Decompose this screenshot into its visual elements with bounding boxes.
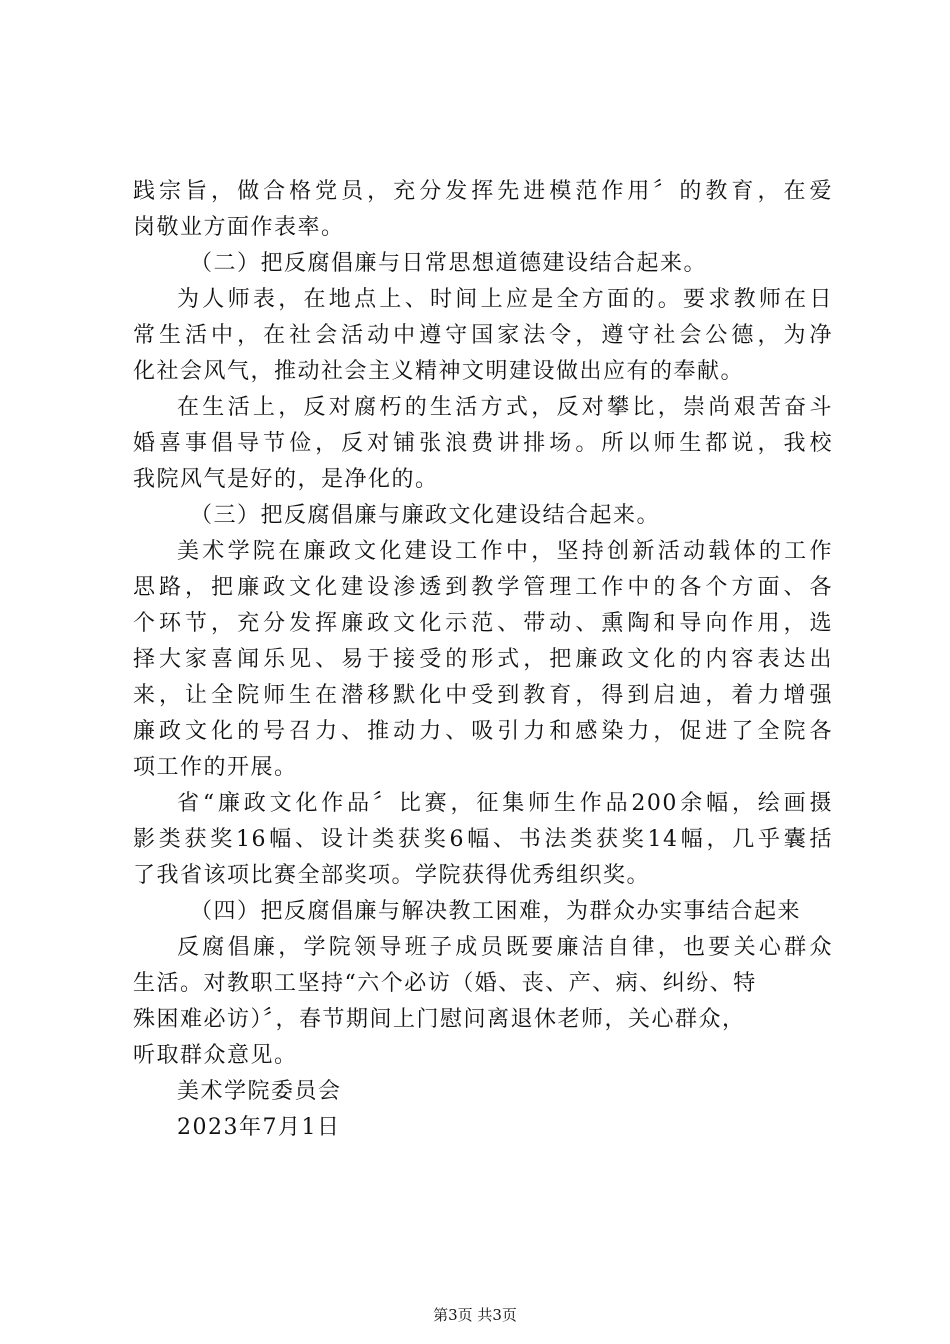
paragraph-line: 影类获奖16幅、设计类获奖6幅、书法类获奖14幅，几乎囊括 xyxy=(133,827,833,852)
paragraph-line: 在生活上，反对腐朽的生活方式，反对攀比，崇尚艰苦奋斗 xyxy=(177,395,833,420)
page-footer: 第3页 共3页 xyxy=(433,1306,517,1324)
paragraph-line: 个环节，充分发挥廉政文化示范、带动、熏陶和导向作用，选 xyxy=(133,611,833,636)
paragraph-line: 婚喜事倡导节俭，反对铺张浪费讲排场。所以师生都说，我校 xyxy=(133,431,833,456)
paragraph-line: 了我省该项比赛全部奖项。学院获得优秀组织奖。 xyxy=(133,863,651,888)
paragraph-line: 化社会风气，推动社会主义精神文明建设做出应有的奉献。 xyxy=(133,359,745,384)
section-heading: （三）把反腐倡廉与廉政文化建设结合起来。 xyxy=(190,503,661,528)
paragraph-line: 省“廉政文化作品〞比赛，征集师生作品200余幅，绘画摄 xyxy=(177,791,833,816)
paragraph-line: 殊困难必访）〞，春节期间上门慰问离退休老师，关心群众， xyxy=(133,1007,746,1032)
paragraph-line: 廉政文化的号召力、推动力、吸引力和感染力，促进了全院各 xyxy=(133,719,833,744)
paragraph-line: 常生活中，在社会活动中遵守国家法令，遵守社会公德，为净 xyxy=(133,323,833,348)
paragraph-line: 为人师表，在地点上、时间上应是全方面的。要求教师在日 xyxy=(177,287,833,312)
paragraph-line: 我院风气是好的，是净化的。 xyxy=(133,467,439,492)
signature-date: 2023年7月1日 xyxy=(177,1115,341,1140)
paragraph-line: 项工作的开展。 xyxy=(133,755,298,780)
paragraph-line: 生活。对教职工坚持“六个必访（婚、丧、产、病、纠纷、特 xyxy=(133,971,757,996)
paragraph-line: 践宗旨，做合格党员，充分发挥先进模范作用〞的教育，在爱 xyxy=(133,179,833,204)
paragraph-line: 美术学院在廉政文化建设工作中，坚持创新活动载体的工作 xyxy=(177,539,833,564)
document-body xyxy=(133,174,833,1146)
paragraph-line: 听取群众意见。 xyxy=(133,1043,298,1068)
paragraph-line: 思路，把廉政文化建设渗透到教学管理工作中的各个方面、各 xyxy=(133,575,833,600)
signature-organization: 美术学院委员会 xyxy=(177,1079,342,1104)
paragraph-line: 择大家喜闻乐见、易于接受的形式，把廉政文化的内容表达出 xyxy=(133,647,833,672)
paragraph-line: 岗敬业方面作表率。 xyxy=(133,215,345,240)
section-heading: （二）把反腐倡廉与日常思想道德建设结合起来。 xyxy=(190,251,708,276)
section-heading: （四）把反腐倡廉与解决教工困难，为群众办实事结合起来 xyxy=(190,899,802,924)
paragraph-line: 反腐倡廉，学院领导班子成员既要廉洁自律，也要关心群众 xyxy=(177,935,833,960)
paragraph-line: 来，让全院师生在潜移默化中受到教育，得到启迪，着力增强 xyxy=(133,683,833,708)
